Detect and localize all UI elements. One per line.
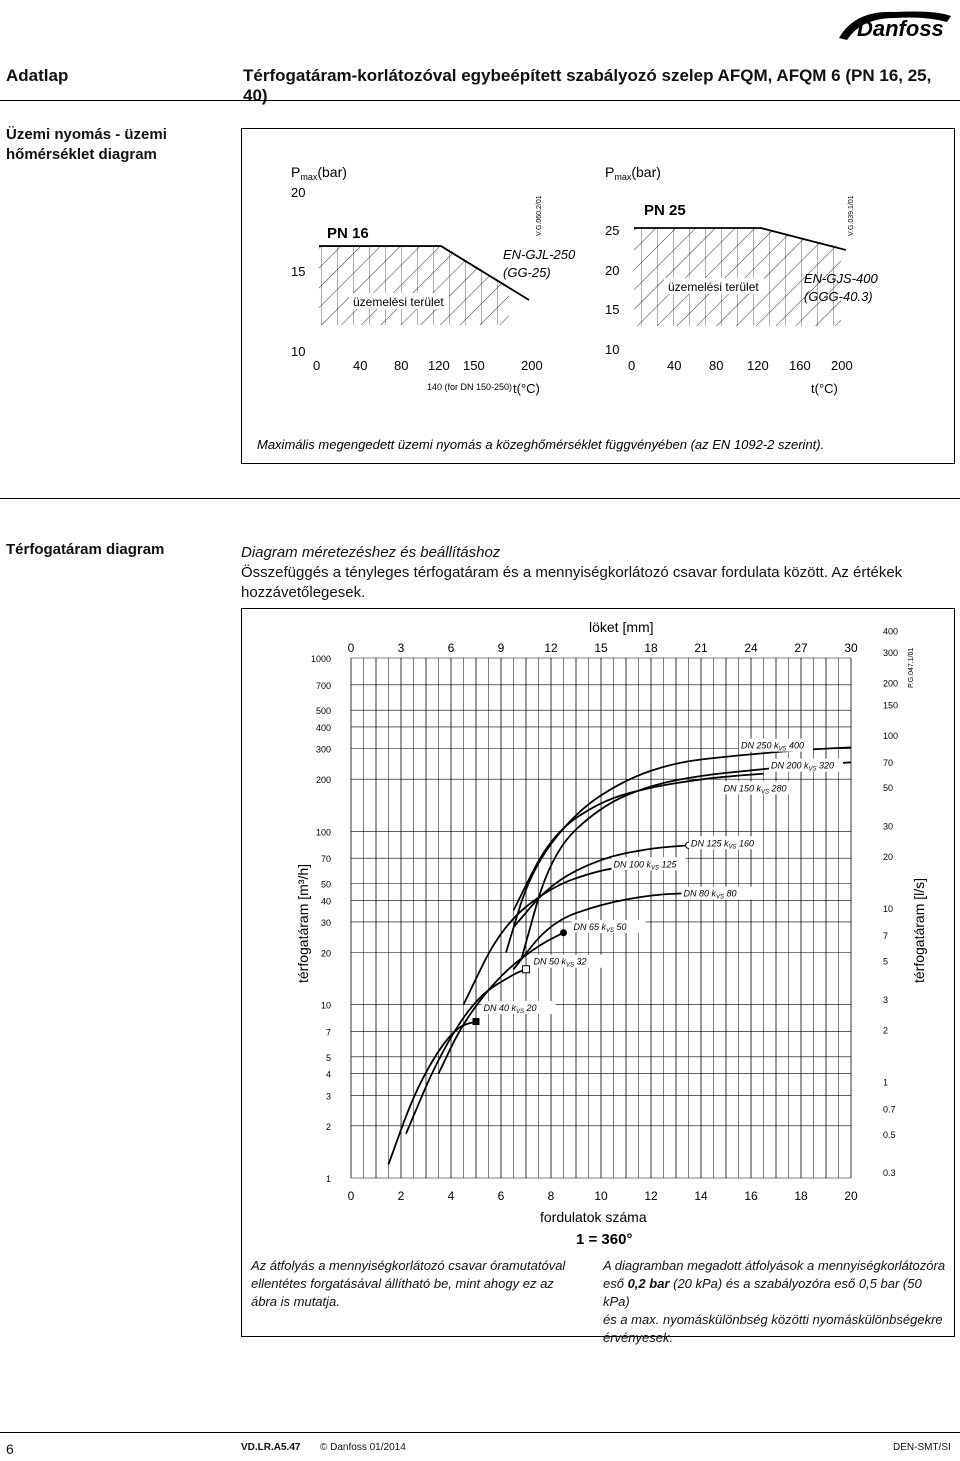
- copyright: © Danfoss 01/2014: [320, 1442, 406, 1453]
- pn25-code: V.G.039.1/01: [848, 195, 855, 236]
- y-left-tick-label: 1000: [310, 654, 331, 664]
- series-label: DN 40 $k_{VS}$ 20: [483, 1002, 537, 1015]
- y-right-tick-label: 20: [883, 852, 894, 863]
- pn16-material-1: EN-GJL-250: [503, 247, 576, 262]
- series-marker: [523, 966, 530, 973]
- series-line: [464, 867, 627, 1004]
- pn16-xtick: 150: [463, 358, 485, 373]
- x-tick-label: 0: [347, 1189, 355, 1203]
- y-left-tick-label: 30: [320, 917, 331, 928]
- y-right-tick-label: 0.7: [883, 1104, 896, 1115]
- pn16-xlabel: t(°C): [513, 381, 540, 396]
- y-right-tick-label: 0.5: [883, 1129, 896, 1140]
- top-tick-label: 0: [347, 641, 355, 655]
- y-left-tick-label: 1: [325, 1174, 331, 1184]
- top-tick-label: 30: [844, 641, 858, 655]
- pn16-xtick: 200: [521, 358, 543, 373]
- top-tick-label: 18: [644, 641, 658, 655]
- y-left-tick-label: 4: [325, 1069, 331, 1080]
- y-right-tick-label: 70: [883, 757, 894, 768]
- top-tick-label: 15: [594, 641, 608, 655]
- y-left-tick-label: 300: [315, 744, 331, 755]
- series-marker: [473, 1018, 480, 1025]
- series-marker: [560, 929, 567, 936]
- y-left-tick-label: 5: [325, 1052, 331, 1063]
- y-left-tick-label: 500: [315, 706, 331, 717]
- y-left-tick-label: 200: [315, 775, 331, 786]
- logo-text: Danfoss: [857, 16, 944, 41]
- x-axis-subtitle: 1 = 360°: [576, 1231, 633, 1248]
- series-line: [406, 969, 526, 1133]
- pn16-xnote: 140 (for DN 150-250): [427, 382, 513, 392]
- danfoss-logo: [835, 6, 955, 46]
- pn16-xtick: 0: [313, 358, 321, 373]
- y-left-tick-label: 70: [320, 854, 331, 865]
- flow-chart: [241, 608, 955, 1337]
- section-flow-label: Térfogatáram diagram: [6, 541, 165, 558]
- pn16-xtick: 80: [394, 358, 409, 373]
- section-pressure-label: Üzemi nyomás - üzemi hőmérséklet diagram: [6, 126, 167, 163]
- x-tick-label: 14: [694, 1189, 708, 1203]
- y-right-tick-label: 30: [883, 821, 894, 832]
- pn16-xtick: 120: [428, 358, 450, 373]
- pn16-ylabel: $P_{max}(bar)$: [291, 164, 347, 182]
- series-label: DN 65 $k_{VS}$ 50: [573, 921, 627, 934]
- pn16-material-2: (GG-25): [503, 265, 551, 280]
- x-tick-label: 10: [594, 1189, 608, 1203]
- pn25-ytick-25: 25: [605, 223, 620, 238]
- top-tick-label: 27: [794, 641, 808, 655]
- x-tick-label: 2: [397, 1189, 405, 1203]
- pressure-caption: Maximális megengedett üzemi nyomás a közeghőmérséklet függvényében (az EN 1092-2 szerint).: [257, 437, 825, 452]
- pn16-ytick-10: 10: [291, 344, 306, 359]
- pn25-area-label: üzemelési terület: [668, 280, 759, 294]
- y-right-tick-label: 3: [883, 994, 889, 1005]
- pn16-ytick-20: 20: [291, 185, 306, 200]
- x-tick-label: 18: [794, 1189, 808, 1203]
- y-left-tick-label: 40: [320, 896, 331, 907]
- y-right-tick-label: 400: [883, 626, 899, 637]
- doc-code: VD.LR.A5.47: [241, 1442, 301, 1453]
- top-tick-label: 24: [744, 641, 758, 655]
- y-right-tick-label: 10: [883, 904, 894, 915]
- pn25-xtick: 40: [667, 358, 682, 373]
- pn16-area-label: üzemelési terület: [353, 295, 444, 309]
- y-left-tick-label: 700: [315, 680, 331, 691]
- pn25-material-1: EN-GJS-400: [804, 271, 878, 286]
- top-tick-label: 21: [694, 641, 708, 655]
- series-label: DN 150 $k_{VS}$ 280: [723, 783, 787, 796]
- pn25-xtick: 0: [628, 358, 636, 373]
- y-right-tick-label: 100: [883, 730, 899, 741]
- section-divider: [0, 498, 960, 499]
- y-left-tick-label: 20: [320, 948, 331, 959]
- pn25-material-2: (GGG-40.3): [804, 289, 873, 304]
- series-label: DN 200 $k_{VS}$ 320: [771, 760, 835, 773]
- y-right-tick-label: 50: [883, 783, 894, 794]
- y-left-tick-label: 2: [325, 1121, 331, 1132]
- x-tick-label: 8: [547, 1189, 555, 1203]
- y-right-tick-label: 200: [883, 678, 899, 689]
- y-left-tick-label: 400: [315, 722, 331, 733]
- series-label: DN 250 $k_{VS}$ 400: [741, 740, 805, 753]
- y-left-tick-label: 10: [320, 1000, 331, 1011]
- y-left-tick-label: 3: [325, 1091, 331, 1102]
- pn25-ylabel: $P_{max}(bar)$: [605, 164, 661, 182]
- footer-divider: [0, 1432, 960, 1433]
- y-right-tick-label: 7: [883, 931, 889, 942]
- y-right-tick-label: 2: [883, 1025, 889, 1036]
- y-right-tick-label: 5: [883, 956, 889, 967]
- doc-type: Adatlap: [6, 66, 69, 85]
- series-label: DN 80 $k_{VS}$ 80: [683, 888, 737, 901]
- note-right: A diagramban megadott átfolyások a mennyiségkorlátozóra eső 0,2 bar (20 kPa) és a szabályozóra eső 0,5 bar (50 kPa) és a max. nyomáskülönbség közötti nyomáskülönbségekre érvényesek.: [603, 1258, 946, 1345]
- pn25-xtick: 120: [747, 358, 769, 373]
- doc-region: DEN-SMT/SI: [893, 1442, 951, 1453]
- pn25-title: PN 25: [644, 202, 686, 219]
- doc-title: Térfogatáram-korlátozóval egybeépített szabályozó szelep AFQM, AFQM 6 (PN 16, 25, 40): [243, 66, 932, 105]
- pn16-xtick: 40: [353, 358, 368, 373]
- pn25-xlabel: t(°C): [811, 381, 838, 396]
- y-left-tick-label: 50: [320, 879, 331, 890]
- pn25-xtick: 80: [709, 358, 724, 373]
- pn25-xtick: 200: [831, 358, 853, 373]
- pn25-ytick-15: 15: [605, 302, 620, 317]
- pn25-xtick: 160: [789, 358, 811, 373]
- pn16-code: V.G.060.2/01: [536, 195, 543, 236]
- series-label: DN 125 $k_{VS}$ 160: [691, 838, 755, 851]
- series-line: [389, 1021, 477, 1164]
- x-tick-label: 16: [744, 1189, 758, 1203]
- top-axis-title: löket [mm]: [589, 619, 654, 635]
- pn25-ytick-20: 20: [605, 263, 620, 278]
- series-line: [521, 762, 851, 960]
- pn16-title: PN 16: [327, 225, 369, 242]
- x-tick-label: 6: [497, 1189, 505, 1203]
- header-divider: [0, 100, 960, 101]
- page-number: 6: [6, 1441, 14, 1457]
- chart-code: P.G.047.1/01: [908, 647, 915, 688]
- y-axis-left-title: térfogatáram [m³/h]: [295, 863, 311, 983]
- y-right-tick-label: 0.3: [883, 1168, 896, 1179]
- x-tick-label: 20: [844, 1189, 858, 1203]
- note-left: Az átfolyás a mennyiségkorlátozó csavar óramutatóval ellentétes forgatásával állítható be, mint ahogy ez az ábra is mutatja.: [251, 1258, 566, 1309]
- series-label: DN 100 $k_{VS}$ 125: [613, 859, 677, 872]
- top-tick-label: 6: [447, 641, 455, 655]
- x-tick-label: 12: [644, 1189, 658, 1203]
- y-left-tick-label: 100: [315, 827, 331, 838]
- y-right-tick-label: 300: [883, 648, 899, 659]
- pressure-diagrams: [241, 128, 955, 464]
- top-tick-label: 9: [497, 641, 505, 655]
- pn16-ytick-15: 15: [291, 264, 306, 279]
- y-left-tick-label: 7: [325, 1027, 331, 1038]
- y-axis-right-title: térfogatáram [l/s]: [911, 877, 927, 983]
- pn25-diagram: [605, 164, 878, 396]
- y-right-tick-label: 150: [883, 700, 899, 711]
- top-tick-label: 12: [544, 641, 558, 655]
- x-tick-label: 4: [447, 1189, 455, 1203]
- series-label: DN 50 $k_{VS}$ 32: [533, 956, 587, 969]
- y-right-tick-label: 1: [883, 1077, 889, 1088]
- pn25-ytick-10: 10: [605, 342, 620, 357]
- flow-intro: Diagram méretezéshez és beállításhoz Összefüggés a tényleges térfogatáram és a mennyiségkorlátozó csavar fordulata között. Az értékek hozzávetőlegesek.: [241, 544, 903, 601]
- pn16-diagram: [291, 164, 576, 396]
- top-tick-label: 3: [397, 641, 405, 655]
- x-axis-title: fordulatok száma: [540, 1209, 647, 1225]
